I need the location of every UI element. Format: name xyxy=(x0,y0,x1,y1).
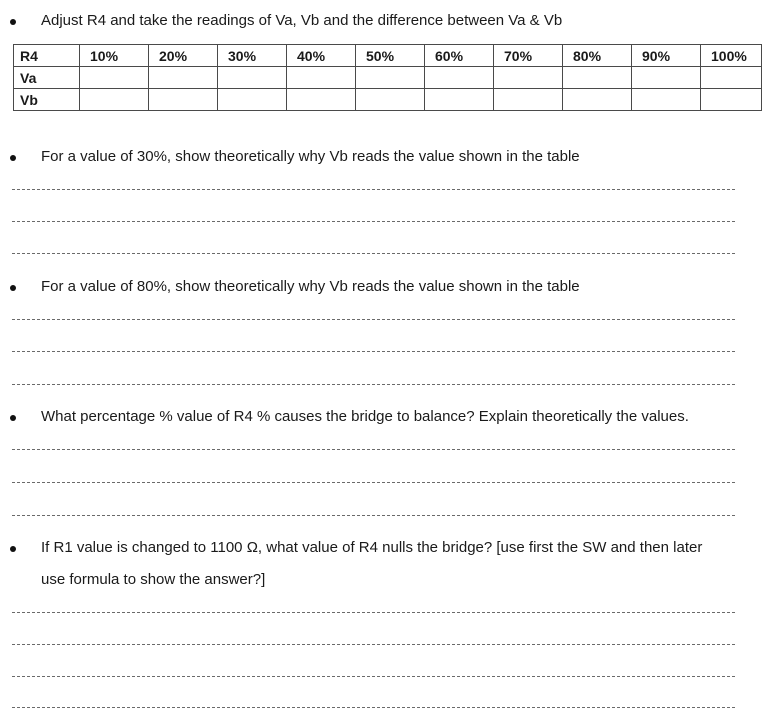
answer-line[interactable] xyxy=(12,351,735,352)
table-cell[interactable] xyxy=(701,67,762,89)
question-5-text-line-2: use formula to show the answer?] xyxy=(41,571,266,588)
bullet-icon xyxy=(10,19,16,25)
row-label-vb: Vb xyxy=(14,89,80,111)
header-cell: 70% xyxy=(494,45,563,67)
table-cell[interactable] xyxy=(287,89,356,111)
question-2-text: For a value of 30%, show theoretically why Vb reads the value shown in the table xyxy=(41,148,580,165)
table-row-va xyxy=(14,67,762,89)
table-cell[interactable] xyxy=(149,67,218,89)
bullet-icon xyxy=(10,285,16,291)
table-cell[interactable] xyxy=(425,67,494,89)
bullet-icon xyxy=(10,546,16,552)
question-3-text: For a value of 80%, show theoretically why Vb reads the value shown in the table xyxy=(41,278,580,295)
table-cell[interactable] xyxy=(494,89,563,111)
table-cell[interactable] xyxy=(563,89,632,111)
table-cell[interactable] xyxy=(80,67,149,89)
answer-line[interactable] xyxy=(12,253,735,254)
answer-line[interactable] xyxy=(12,449,735,450)
bullet-icon xyxy=(10,155,16,161)
question-5-text-line-1: If R1 value is changed to 1100 Ω, what value of R4 nulls the bridge? [use first the SW and then later xyxy=(41,539,703,556)
table-cell[interactable] xyxy=(287,67,356,89)
table-cell[interactable] xyxy=(218,89,287,111)
question-1-text: Adjust R4 and take the readings of Va, Vb and the difference between Va & Vb xyxy=(41,12,563,29)
answer-line[interactable] xyxy=(12,676,735,677)
header-cell: 20% xyxy=(149,45,218,67)
table-cell[interactable] xyxy=(494,67,563,89)
table-cell[interactable] xyxy=(356,67,425,89)
row-label-va: Va xyxy=(14,67,80,89)
header-cell: 40% xyxy=(287,45,356,67)
table-cell[interactable] xyxy=(632,89,701,111)
table-cell[interactable] xyxy=(425,89,494,111)
table-cell[interactable] xyxy=(356,89,425,111)
table-header-row xyxy=(14,45,762,67)
answer-line[interactable] xyxy=(12,189,735,190)
header-cell: 50% xyxy=(356,45,425,67)
table-cell[interactable] xyxy=(80,89,149,111)
table-row-vb xyxy=(14,89,762,111)
answer-line[interactable] xyxy=(12,319,735,320)
header-cell: 30% xyxy=(218,45,287,67)
header-cell-r4: R4 xyxy=(14,45,80,67)
table-cell[interactable] xyxy=(632,67,701,89)
answer-line[interactable] xyxy=(12,384,735,385)
answer-line[interactable] xyxy=(12,612,735,613)
header-cell: 80% xyxy=(563,45,632,67)
question-4-text: What percentage % value of R4 % causes the bridge to balance? Explain theoretically the values. xyxy=(41,408,689,425)
answer-line[interactable] xyxy=(12,515,735,516)
answer-line[interactable] xyxy=(12,221,735,222)
readings-table xyxy=(13,44,762,111)
answer-line[interactable] xyxy=(12,707,735,708)
table-cell[interactable] xyxy=(218,67,287,89)
answer-line[interactable] xyxy=(12,644,735,645)
header-cell: 10% xyxy=(80,45,149,67)
table-cell[interactable] xyxy=(701,89,762,111)
table-cell[interactable] xyxy=(563,67,632,89)
answer-line[interactable] xyxy=(12,482,735,483)
header-cell: 60% xyxy=(425,45,494,67)
bullet-icon xyxy=(10,415,16,421)
header-cell: 100% xyxy=(701,45,762,67)
table-cell[interactable] xyxy=(149,89,218,111)
header-cell: 90% xyxy=(632,45,701,67)
